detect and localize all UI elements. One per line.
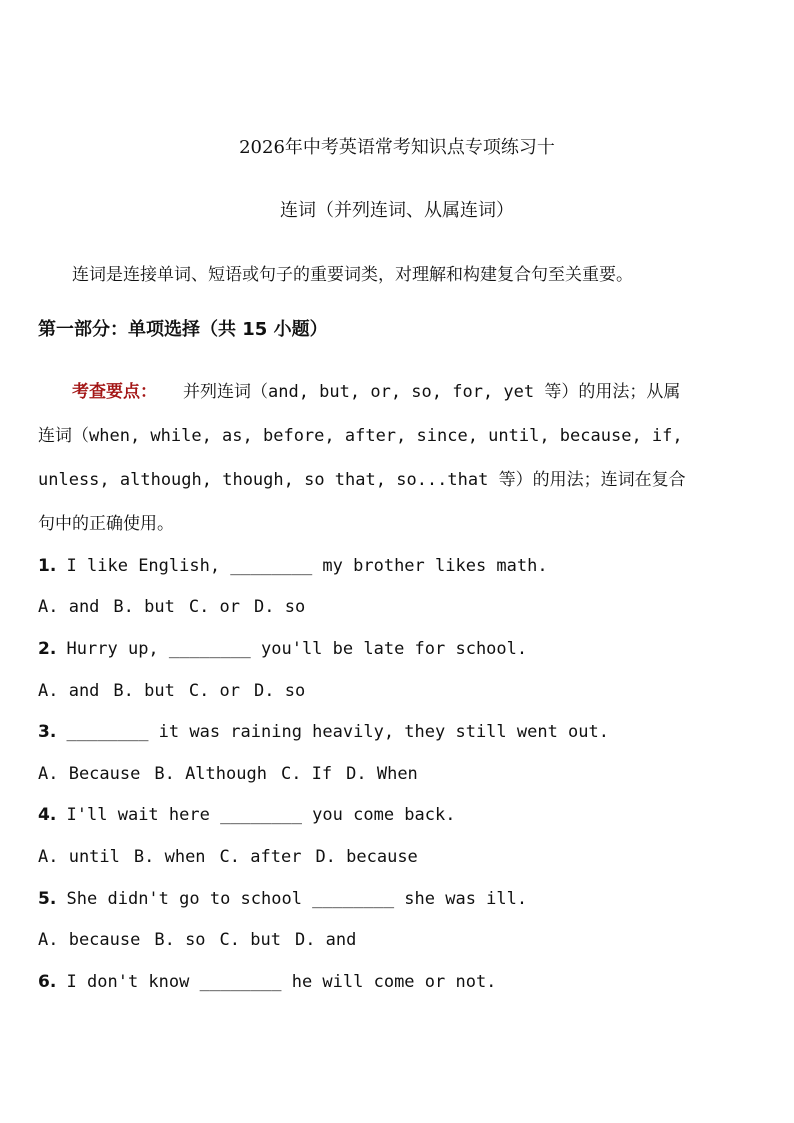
question-3-options <box>38 762 432 786</box>
option-a: A. until <box>38 847 120 867</box>
question-text: I'll wait here ________ you come back. <box>66 805 456 825</box>
key-points-line-3: unless, although, though, so that, so...that 等）的用法；连词在复合 <box>38 470 686 490</box>
option-a: A. because <box>38 930 141 950</box>
section-heading: 第一部分：单项选择（共 15 小题） <box>38 319 328 340</box>
option-b: B. Although <box>154 764 267 784</box>
question-number: 4. <box>38 805 57 825</box>
option-d: D. so <box>254 681 306 701</box>
question-1-options <box>38 595 319 619</box>
option-d: D. because <box>315 847 418 867</box>
option-d: D. and <box>294 930 357 950</box>
option-b: B. so <box>154 930 206 950</box>
question-5-options <box>38 928 370 952</box>
question-1 <box>38 554 548 578</box>
question-number: 5. <box>38 889 57 909</box>
option-b: B. but <box>113 597 175 617</box>
key-points-line-1 <box>72 380 680 404</box>
option-a: A. and <box>38 597 100 617</box>
key-points-line-4: 句中的正确使用。 <box>38 514 174 534</box>
question-5 <box>38 887 527 911</box>
option-c: C. or <box>188 681 241 701</box>
option-d: D. When <box>346 764 418 784</box>
option-d: D. so <box>254 597 306 617</box>
question-number: 3. <box>38 722 57 742</box>
question-number: 6. <box>38 972 57 992</box>
question-number: 2. <box>38 639 57 659</box>
option-a: A. Because <box>38 764 141 784</box>
question-text: I like English, ________ my brother likes math. <box>66 556 548 576</box>
document-subtitle: 连词（并列连词、从属连词） <box>280 200 514 221</box>
question-3 <box>38 720 609 744</box>
question-text: She didn't go to school ________ she was ill. <box>66 889 528 909</box>
intro-paragraph: 连词是连接单词、短语或句子的重要词类，对理解和构建复合句至关重要。 <box>72 265 633 285</box>
key-points-label: 考查要点： <box>72 382 157 402</box>
option-c: C. after <box>219 847 302 867</box>
question-text: ________ it was raining heavily, they still went out. <box>66 722 609 742</box>
question-2-options <box>38 679 319 703</box>
option-a: A. and <box>38 681 100 701</box>
question-text: I don't know ________ he will come or not. <box>66 972 497 992</box>
option-b: B. when <box>133 847 206 867</box>
question-text: Hurry up, ________ you'll be late for school. <box>66 639 528 659</box>
option-c: C. or <box>188 597 241 617</box>
key-points-line-2: 连词（when, while, as, before, after, since, until, because, if, <box>38 426 683 446</box>
document-title: 2026年中考英语常考知识点专项练习十 <box>239 137 555 158</box>
option-b: B. but <box>113 681 175 701</box>
option-c: C. If <box>280 764 333 784</box>
question-6 <box>38 970 496 994</box>
question-number: 1. <box>38 556 57 576</box>
option-c: C. but <box>219 930 281 950</box>
question-4-options <box>38 845 432 869</box>
question-4 <box>38 803 455 827</box>
question-2 <box>38 637 527 661</box>
key-points-text-1: 并列连词（and, but, or, so, for, yet 等）的用法；从属 <box>183 382 681 402</box>
